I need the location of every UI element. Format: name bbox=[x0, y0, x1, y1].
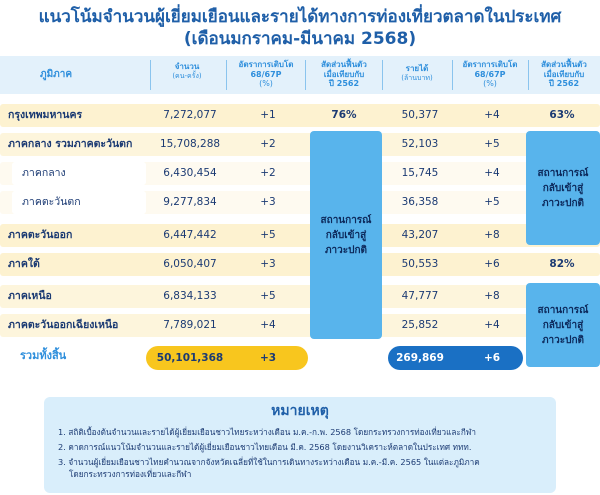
revenue-value: 50,377 bbox=[401, 109, 439, 121]
visitors-value: 6,430,454 bbox=[163, 167, 217, 179]
recovered-box-revenue-upper: สถานการณ์ กลับเข้าสู่ ภาวะปกติ bbox=[526, 131, 600, 245]
visitors-value: 15,708,288 bbox=[159, 138, 221, 150]
visitors-value: 6,050,407 bbox=[163, 258, 217, 270]
header-rev-growth: อัตราการเติบโต 68/67P (%) bbox=[462, 60, 518, 88]
recovered-box-revenue-lower: สถานการณ์ กลับเข้าสู่ ภาวะปกติ bbox=[526, 283, 600, 367]
header-region: ภูมิภาค bbox=[40, 69, 73, 80]
visitors-value: 6,834,133 bbox=[163, 290, 217, 302]
header-rev-recovery: สัดส่วนฟื้นตัว เมื่อเทียบกับ ปี 2562 bbox=[541, 60, 587, 88]
title-line-2: (เดือนมกราคม-มีนาคม 2568) bbox=[183, 29, 417, 49]
visitors-value: 7,272,077 bbox=[163, 109, 217, 121]
region-name: ภาคกลาง รวมภาคตะวันตก bbox=[8, 138, 133, 150]
note-1: 1. สถิติเบื้องต้นจำนวนและรายได้ผู้เยี่ยมเยือนชาวไทยระหว่างเดือน ม.ค.-ก.พ. 2568 โดยกระทรวงการท่องเที่ยวและกีฬา bbox=[58, 427, 476, 437]
header-recovery: สัดส่วนฟื้นตัว เมื่อเทียบกับ ปี 2562 bbox=[321, 60, 367, 88]
region-name: กรุงเทพมหานคร bbox=[8, 109, 83, 121]
rev-growth-value: +5 bbox=[484, 196, 500, 208]
total-label: รวมทั้งสิ้น bbox=[20, 349, 67, 362]
region-name: ภาคเหนือ bbox=[8, 290, 52, 302]
note-3: 3. จำนวนผู้เยี่ยมเยือนชาวไทยคำนวณจากจังหวัดเฉลี่ยที่ใช้ในการเดินทางระหว่างเดือน ม.ค.-มี.ค. 2565 ในแต่ละภูมิภาค bbox=[58, 457, 480, 467]
growth-value: +4 bbox=[260, 319, 276, 331]
rev-growth-value: +4 bbox=[484, 167, 500, 179]
total-growth-value: +3 bbox=[259, 352, 277, 364]
total-rev-growth-value: +6 bbox=[483, 352, 501, 364]
note-3-cont: โดยกระทรวงการท่องเที่ยวและกีฬา bbox=[69, 469, 192, 479]
rev-growth-value: +6 bbox=[484, 258, 500, 270]
visitors-value: 7,789,021 bbox=[163, 319, 217, 331]
revenue-value: 47,777 bbox=[401, 290, 439, 302]
region-name: ภาคตะวันออกเฉียงเหนือ bbox=[8, 319, 119, 331]
rev-recovery-value: 63% bbox=[549, 109, 575, 121]
rev-growth-value: +4 bbox=[484, 319, 500, 331]
revenue-value: 43,207 bbox=[401, 229, 439, 241]
visitors-value: 9,277,834 bbox=[163, 196, 217, 208]
growth-value: +5 bbox=[260, 290, 276, 302]
growth-value: +3 bbox=[260, 258, 276, 270]
region-name: ภาคตะวันตก bbox=[22, 196, 81, 208]
revenue-value: 50,553 bbox=[401, 258, 439, 270]
region-name: ภาคใต้ bbox=[8, 258, 40, 270]
region-name: ภาคตะวันออก bbox=[8, 229, 73, 241]
total-visitors-value: 50,101,368 bbox=[156, 352, 224, 364]
header-growth: อัตราการเติบโต 68/67P (%) bbox=[238, 60, 294, 88]
title-line-1: แนวโน้มจำนวนผู้เยี่ยมเยือนและรายได้ทางการท่องเที่ยวตลาดในประเทศ bbox=[38, 7, 562, 27]
revenue-value: 15,745 bbox=[401, 167, 439, 179]
page-title bbox=[0, 6, 600, 50]
rev-growth-value: +8 bbox=[484, 229, 500, 241]
revenue-value: 52,103 bbox=[401, 138, 439, 150]
header-revenue: รายได้ (ล้านบาท) bbox=[401, 64, 433, 82]
visitors-value: 6,447,442 bbox=[163, 229, 217, 241]
region-name: ภาคกลาง bbox=[22, 167, 66, 179]
recovered-box-visitors: สถานการณ์ กลับเข้าสู่ ภาวะปกติ bbox=[310, 131, 382, 339]
growth-value: +3 bbox=[260, 196, 276, 208]
total-revenue-value: 269,869 bbox=[396, 352, 444, 364]
recovery-value: 76% bbox=[331, 109, 357, 121]
rev-growth-value: +4 bbox=[484, 109, 500, 121]
header-divider bbox=[226, 60, 227, 90]
growth-value: +2 bbox=[260, 167, 276, 179]
revenue-value: 25,852 bbox=[401, 319, 439, 331]
growth-value: +5 bbox=[260, 229, 276, 241]
notes-title: หมายเหตุ bbox=[271, 403, 329, 419]
growth-value: +1 bbox=[260, 109, 276, 121]
growth-value: +2 bbox=[260, 138, 276, 150]
rev-recovery-value: 82% bbox=[549, 258, 575, 270]
rev-growth-value: +8 bbox=[484, 290, 500, 302]
revenue-value: 36,358 bbox=[401, 196, 439, 208]
rev-growth-value: +5 bbox=[484, 138, 500, 150]
note-2: 2. คาดการณ์แนวโน้มจำนวนและรายได้ผู้เยี่ยมเยือนชาวไทยเดือน มี.ค. 2568 โดยงานวิเคราะห์ตลาดในประเทศ ททท. bbox=[58, 442, 472, 452]
header-visitors: จำนวน (คน-ครั้ง) bbox=[172, 62, 202, 80]
